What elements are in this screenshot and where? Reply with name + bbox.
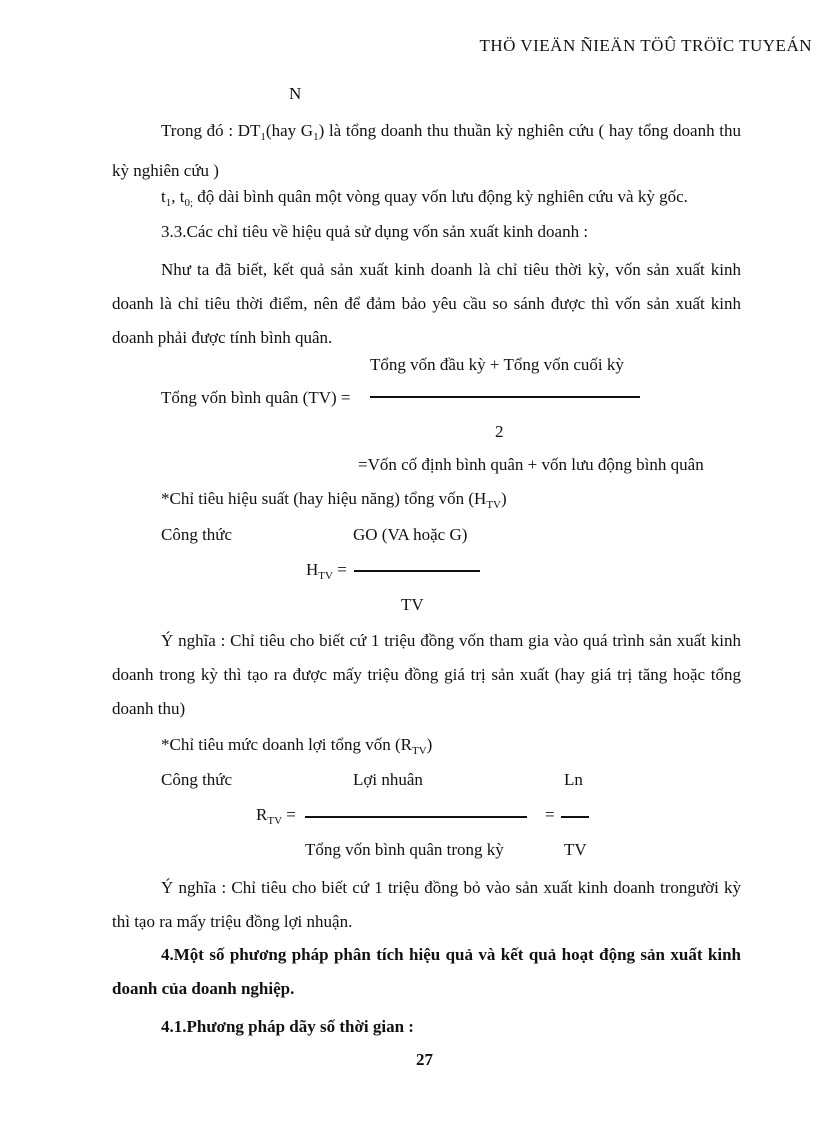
rtv-numerator-short: Ln — [564, 770, 583, 789]
page-number: 27 — [416, 1050, 433, 1069]
rtv-mid-equals: = — [545, 805, 555, 824]
formula-tv-numerator: Tổng vốn đầu kỳ + Tổng vốn cuối kỳ — [370, 355, 624, 374]
section-heading-4-1: 4.1.Phương pháp dãy số thời gian : — [161, 1017, 414, 1036]
htv-denominator: TV — [401, 595, 424, 614]
rtv-denominator: Tổng vốn bình quân trong kỳ — [305, 840, 504, 859]
htv-lhs: $H_{TV}$ = — [306, 560, 347, 582]
htv-meaning: Ý nghĩa : Chỉ tiêu cho biết cứ 1 triệu đồng vốn tham gia vào quá trình sản xuất kinh doanh trong kỳ thì tạo ra được mấy triệu đồng giá trị sản xuất (hay giá trị tăng hoặc tổng doanh thu) — [112, 631, 741, 718]
rtv-denominator-short: TV — [564, 840, 587, 859]
paragraph-intro: Như ta đã biết, kết quả sản xuất kinh doanh là chỉ tiêu thời kỳ, vốn sản xuất kinh doanh là chỉ tiêu thời điểm, nên để đảm bảo yêu cầu so sánh được thì vốn sản xuất kinh doanh phải được tính bình quân. — [112, 260, 741, 347]
section-heading-3-3: 3.3.Các chỉ tiêu về hiệu quả sử dụng vốn sản xuất kinh doanh : — [161, 222, 589, 241]
page-header: THÖ VIEÄN ÑIEÄN TÖÛ TRÖÏC TUYEÁN — [479, 36, 812, 55]
formula-tv-equals-line: =Vốn cố định bình quân + vốn lưu động bình quân — [358, 455, 704, 474]
fraction-denominator: N — [289, 84, 302, 103]
htv-title: *Chỉ tiêu hiệu suất (hay hiệu năng) tổng vốn $(H_{TV})$ — [161, 489, 507, 511]
htv-formula-label: Công thức — [161, 525, 233, 544]
rtv-numerator: Lợi nhuân — [353, 770, 423, 789]
formula-tv-lhs: Tổng vốn bình quân (TV) = — [161, 388, 351, 407]
formula-tv-denominator: 2 — [495, 422, 504, 441]
rtv-title: *Chỉ tiêu mức doanh lợi tổng vốn $(R_{TV})$ — [161, 735, 433, 757]
fraction-bar — [561, 816, 589, 818]
rtv-meaning: Ý nghĩa : Chỉ tiêu cho biết cứ 1 triệu đồng bỏ vào sản xuất kinh doanh trongười kỳ thì tạo ra mấy triệu đồng lợi nhuận. — [112, 878, 741, 931]
section-heading-4: 4.Một số phương pháp phân tích hiệu quả và kết quả hoạt động sản xuất kinh doanh của doanh nghiệp. — [112, 945, 741, 998]
paragraph-definition: Trong đó : $DT_1(hay$ $G_1$) là tổng doanh thu thuần kỳ nghiên cứu ( hay tổng doanh thu kỳ nghiên cứu ) — [112, 121, 741, 180]
fraction-bar — [305, 816, 527, 818]
htv-numerator: GO (VA hoặc G) — [353, 525, 468, 544]
fraction-bar — [354, 570, 480, 572]
rtv-lhs: $R_{TV}$ = — [256, 805, 296, 827]
paragraph-t1-t0: $t_1$, $t_{0;}$ độ dài bình quân một vòng quay vốn lưu động kỳ nghiên cứu và kỳ gốc. — [161, 187, 688, 209]
rtv-formula-label: Công thức — [161, 770, 233, 789]
fraction-bar — [370, 396, 640, 398]
